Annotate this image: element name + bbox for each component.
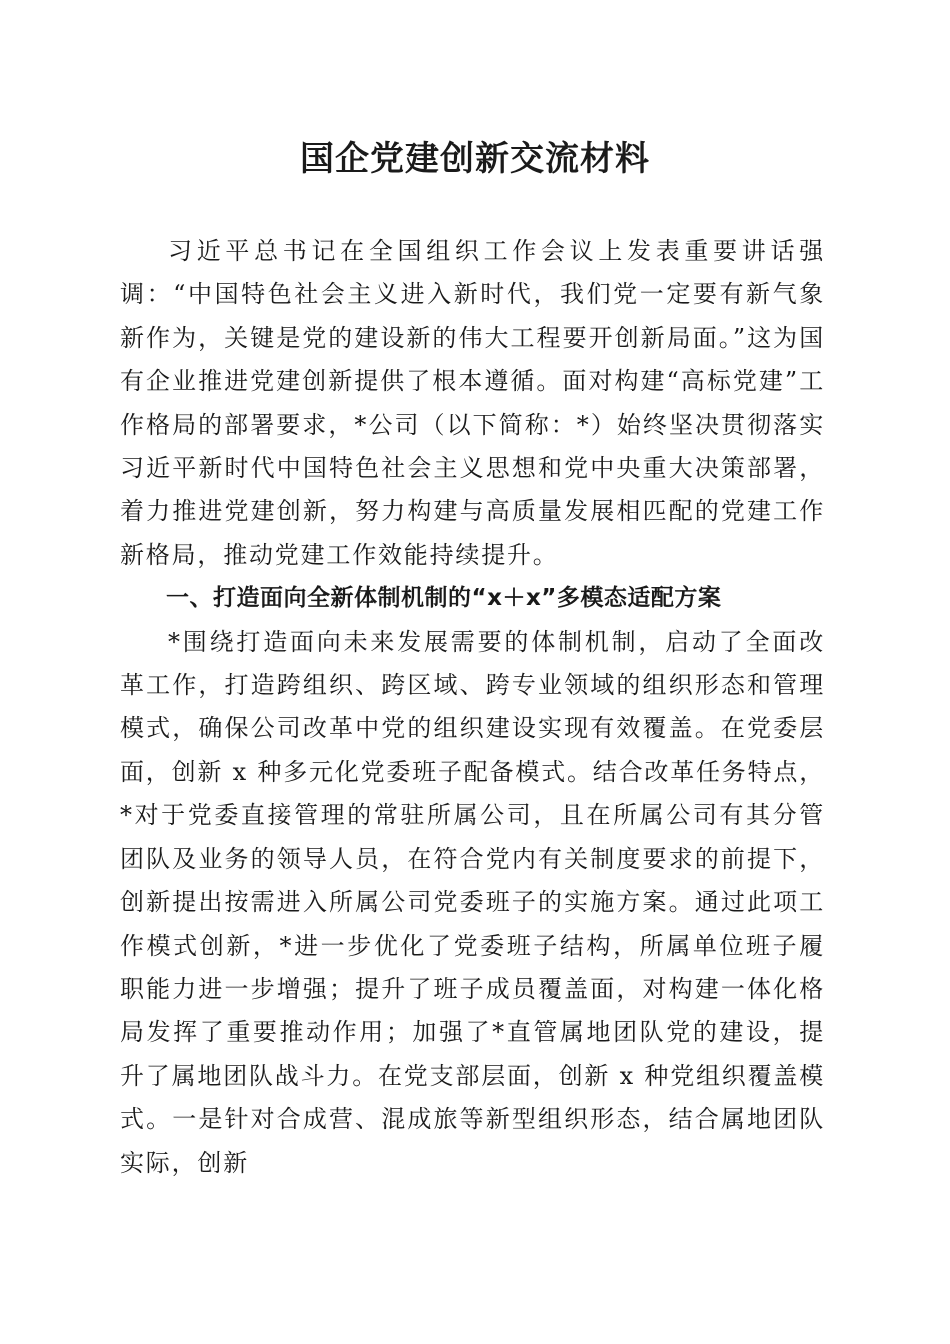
document-title: 国企党建创新交流材料 xyxy=(300,139,650,179)
intro-paragraph: 习近平总书记在全国组织工作会议上发表重要讲话强调：“中国特色社会主义进入新时代，我们党一定要有新气象新作为，关键是党的建设新的伟大工程要开创新局面。”这为国有企业推进党建创新提供了根本遵循。面对构建“高标党建”工作格局的部署要求，*公司（以下简称：*）始终坚决贯彻落实习近平新时代中国特色社会主义思想和党中央重大决策部署，着力推进党建创新，努力构建与高质量发展相匹配的党建工作新格局，推动党建工作效能持续提升。 xyxy=(120,237,825,569)
section-heading-1: 一、打造面向全新体制机制的“x＋x”多模态适配方案 xyxy=(166,585,722,612)
section-1-paragraph: *围绕打造面向未来发展需要的体制机制，启动了全面改革工作，打造跨组织、跨区域、跨专业领域的组织形态和管理模式，确保公司改革中党的组织建设实现有效覆盖。在党委层面，创新 x 种多元化党委班子配备模式。结合改革任务特点，*对于党委直接管理的常驻所属公司，且在所属公司有其分管团队及业务的领导人员，在符合党内有关制度要求的前提下，创新提出按需进入所属公司党委班子的实施方案。通过此项工作模式创新，*进一步优化了党委班子结构，所属单位班子履职能力进一步增强；提升了班子成员覆盖面，对构建一体化格局发挥了重要推动作用；加强了*直管属地团队党的建设，提升了属地团队战斗力。在党支部层面，创新 x 种党组织覆盖模式。一是针对合成营、混成旅等新型组织形态，结合属地团队实际，创新 xyxy=(120,627,825,1177)
document-body xyxy=(120,230,825,1185)
